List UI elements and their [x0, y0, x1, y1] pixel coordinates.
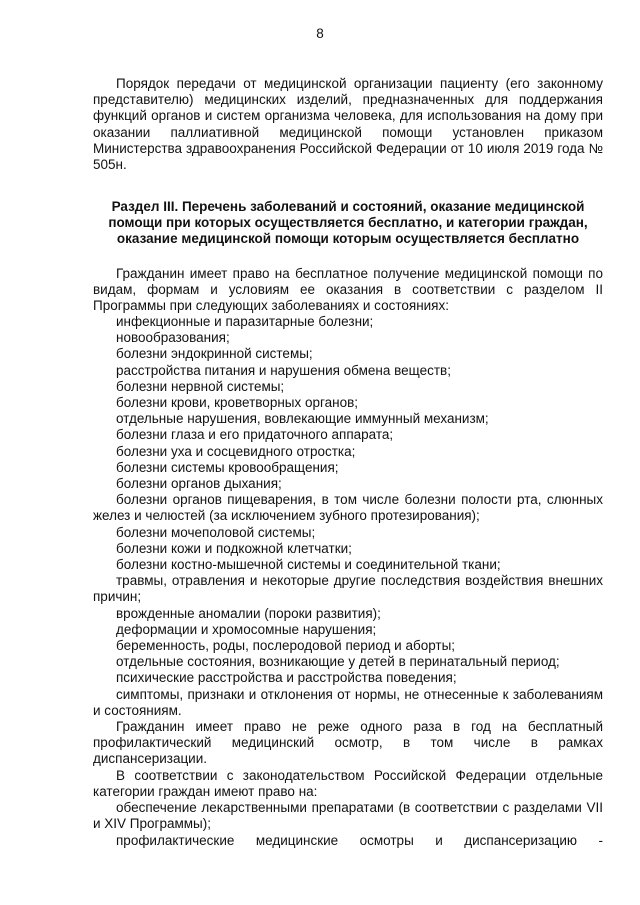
list-item: расстройства питания и нарушения обмена веществ; — [116, 362, 451, 378]
list-item: болезни крови, кроветворных органов; — [116, 395, 359, 411]
section-heading: Раздел III. Перечень заболеваний и состояний, оказание медицинской помощи при которых осуществляется бесплатно, и категории граждан, оказание медицинской помощи которым осуществляется бесплатно — [108, 199, 588, 247]
list-item: болезни мочеполовой системы; — [116, 524, 316, 540]
list-item: обеспечение лекарственными препаратами (в соответствии с разделами VII и XIV Программы); — [93, 800, 603, 832]
list-item: болезни эндокринной системы; — [116, 346, 313, 362]
conditions-list — [93, 314, 603, 849]
checkup-paragraph: Гражданин имеет право не реже одного раза в год на бесплатный профилактический медицинский осмотр, в том числе в рамках диспансеризации. — [93, 719, 603, 767]
page-number: 8 — [316, 26, 324, 41]
intro-paragraph: Порядок передачи от медицинской организации пациенту (его законному представителю) медицинских изделий, предназначенных для поддержания функций органов и систем организма человека, для использования на дому при оказании паллиативной медицинской помощи установлен приказом Министерства здравоохранения Российской Федерации от 10 июля 2019 года № 505н. — [93, 76, 603, 173]
list-item: болезни органов дыхания; — [116, 476, 282, 492]
list-item: новообразования; — [116, 330, 230, 346]
list-item: профилактические медицинские осмотры и диспансеризацию - — [116, 832, 603, 848]
categories-intro-paragraph: В соответствии с законодательством Российской Федерации отдельные категории граждан имеют право на: — [93, 767, 603, 799]
list-item: болезни нервной системы; — [116, 378, 285, 394]
rights-intro-paragraph: Гражданин имеет право на бесплатное получение медицинской помощи по видам, формам и условиям ее оказания в соответствии с разделом II Программы при следующих заболеваниях и состояниях: — [93, 266, 603, 314]
list-item: инфекционные и паразитарные болезни; — [116, 314, 374, 329]
list-item: врожденные аномалии (пороки развития); — [116, 605, 381, 621]
list-item: травмы, отравления и некоторые другие последствия воздействия внешних причин; — [93, 573, 603, 605]
list-item: болезни кожи и подкожной клетчатки; — [116, 540, 352, 556]
list-item: болезни глаза и его придаточного аппарата; — [116, 427, 394, 443]
list-item: психические расстройства и расстройства поведения; — [116, 670, 457, 686]
list-item: болезни органов пищеварения, в том числе болезни полости рта, слюнных желез и челюстей (за исключением зубного протезирования); — [93, 492, 603, 524]
list-item: отдельные нарушения, вовлекающие иммунный механизм; — [116, 411, 489, 427]
list-item: болезни системы кровообращения; — [116, 459, 339, 475]
list-item: отдельные состояния, возникающие у детей в перинатальный период; — [116, 654, 560, 670]
list-item: деформации и хромосомные нарушения; — [116, 621, 377, 637]
list-item: болезни костно-мышечной системы и соединительной ткани; — [116, 557, 501, 573]
list-item: симптомы, признаки и отклонения от нормы, не отнесенные к заболеваниям и состояниям. — [93, 686, 603, 718]
list-item: болезни уха и сосцевидного отростка; — [116, 443, 356, 459]
list-item: беременность, роды, послеродовой период и аборты; — [116, 638, 456, 654]
